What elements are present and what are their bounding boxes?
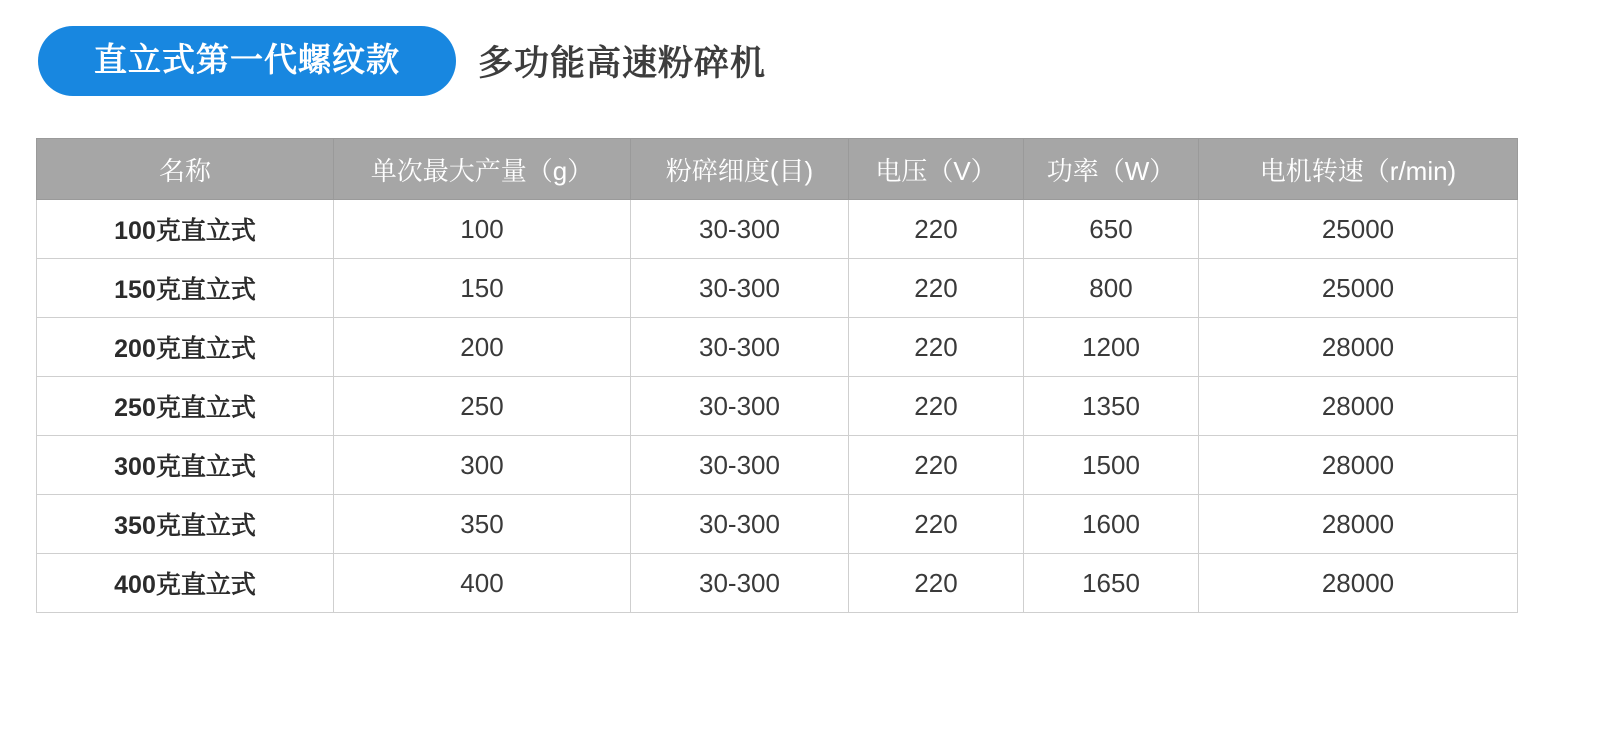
cell-voltage: 220 — [849, 436, 1024, 495]
cell-fineness: 30-300 — [631, 259, 849, 318]
table-row — [37, 436, 1518, 495]
model-series-badge: 直立式第一代螺纹款 — [38, 26, 456, 96]
cell-fineness: 30-300 — [631, 318, 849, 377]
cell-name: 100克直立式 — [37, 200, 334, 259]
table-row — [37, 318, 1518, 377]
cell-motor-speed: 28000 — [1199, 377, 1518, 436]
cell-voltage: 220 — [849, 495, 1024, 554]
cell-power: 800 — [1024, 259, 1199, 318]
column-header-motor-speed: 电机转速（r/min) — [1199, 139, 1518, 200]
cell-fineness: 30-300 — [631, 436, 849, 495]
cell-voltage: 220 — [849, 259, 1024, 318]
cell-max-output: 250 — [334, 377, 631, 436]
cell-max-output: 300 — [334, 436, 631, 495]
cell-max-output: 100 — [334, 200, 631, 259]
column-header-max-output: 单次最大产量（g） — [334, 139, 631, 200]
cell-voltage: 220 — [849, 554, 1024, 613]
cell-fineness: 30-300 — [631, 554, 849, 613]
cell-power: 1500 — [1024, 436, 1199, 495]
cell-max-output: 150 — [334, 259, 631, 318]
cell-motor-speed: 25000 — [1199, 200, 1518, 259]
cell-max-output: 400 — [334, 554, 631, 613]
spec-table-container — [36, 138, 1517, 613]
specification-table — [36, 138, 1518, 613]
cell-motor-speed: 28000 — [1199, 495, 1518, 554]
cell-voltage: 220 — [849, 318, 1024, 377]
cell-max-output: 200 — [334, 318, 631, 377]
cell-fineness: 30-300 — [631, 377, 849, 436]
table-row — [37, 200, 1518, 259]
cell-power: 1650 — [1024, 554, 1199, 613]
column-header-fineness: 粉碎细度(目) — [631, 139, 849, 200]
cell-power: 1350 — [1024, 377, 1199, 436]
page-header — [0, 0, 1620, 96]
cell-fineness: 30-300 — [631, 200, 849, 259]
cell-motor-speed: 28000 — [1199, 554, 1518, 613]
cell-power: 650 — [1024, 200, 1199, 259]
cell-name: 200克直立式 — [37, 318, 334, 377]
cell-power: 1200 — [1024, 318, 1199, 377]
table-row — [37, 259, 1518, 318]
cell-motor-speed: 25000 — [1199, 259, 1518, 318]
cell-motor-speed: 28000 — [1199, 436, 1518, 495]
column-header-voltage: 电压（V） — [849, 139, 1024, 200]
cell-voltage: 220 — [849, 377, 1024, 436]
cell-motor-speed: 28000 — [1199, 318, 1518, 377]
column-header-name: 名称 — [37, 139, 334, 200]
column-header-power: 功率（W） — [1024, 139, 1199, 200]
cell-name: 300克直立式 — [37, 436, 334, 495]
cell-name: 250克直立式 — [37, 377, 334, 436]
cell-max-output: 350 — [334, 495, 631, 554]
cell-voltage: 220 — [849, 200, 1024, 259]
cell-fineness: 30-300 — [631, 495, 849, 554]
page-title: 多功能高速粉碎机 — [478, 44, 767, 83]
table-row — [37, 554, 1518, 613]
table-row — [37, 495, 1518, 554]
cell-name: 400克直立式 — [37, 554, 334, 613]
cell-name: 150克直立式 — [37, 259, 334, 318]
table-row — [37, 377, 1518, 436]
cell-power: 1600 — [1024, 495, 1199, 554]
table-header-row — [37, 139, 1518, 200]
cell-name: 350克直立式 — [37, 495, 334, 554]
